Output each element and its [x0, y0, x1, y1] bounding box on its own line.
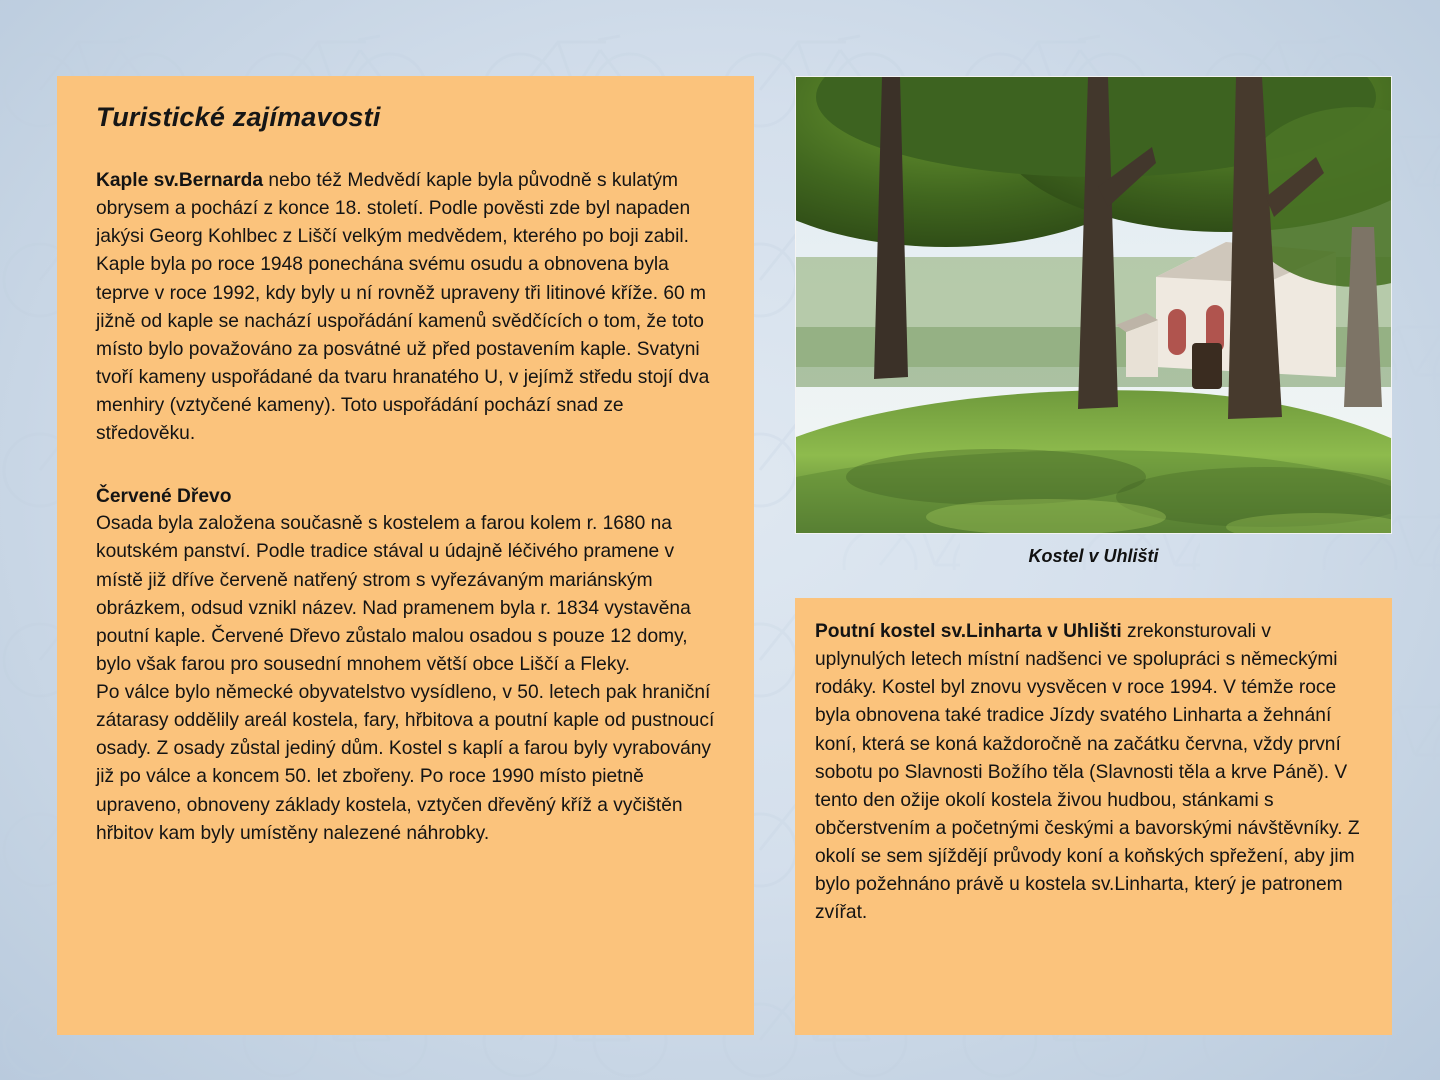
right-content-panel — [795, 598, 1392, 1035]
paragraph-kaple-sv-bernarda — [96, 167, 722, 448]
paragraph-cervene-drevo-2: Po válce bylo německé obyvatelstvo vysídleno, v 50. letech pak hraniční zátarasy oddělily areál kostela, fary, hřbitova a poutní kaple od pustnoucí osady. Z osady zůstal jediný dům. Kostel s kaplí a farou byly vyrabovány již po válce a koncem 50. let zbořeny. Po roce 1990 místo pietně upraveno, obnoveny základy kostela, vztyčen dřevěný kříž a vyčištěn hřbitov kam byly umístěny nalezené náhrobky. — [96, 682, 715, 844]
photo-kostel-v-uhlisti — [795, 76, 1392, 534]
left-content-panel — [57, 76, 754, 1035]
paragraph-cervene-drevo-1: Osada byla založena současně s kostelem a farou kolem r. 1680 na koutském panství. Podle tradice stával u údajně léčivého pramene v místě již dříve červeně natřený strom s vyřezávaným mariánským obrázkem, odsud vznikl název. Nad pramenem byla r. 1834 vystavěna poutní kaple. Červené Dřevo zůstalo malou osadou s pouze 12 domy, bylo však farou pro sousední mnohem větší obce Liščí a Fleky. — [96, 513, 691, 675]
subheading-cervene-drevo: Červené Dřevo — [96, 486, 232, 508]
paragraph-poutni-kostel — [815, 618, 1366, 927]
paragraph-poutni-kostel-text: zrekonsturovali v uplynulých letech místní nadšenci ve spolupráci s německými rodáky. Kostel byl znovu vysvěcen v roce 1994. V témže roce byla obnovena také tradice Jízdy svatého Linharta a žehnání koní, která se koná každoročně na začátku června, vždy první sobotu po Slavnosti Božího těla (Slavnosti těla a krve Páně). V tento den ožije okolí kostela živou hudbou, stánkami s občerstvením a početnými českými a bavorskými návštěvníky. Z okolí se sem sjíždějí průvody koní a koňských spřežení, aby jim bylo požehnáno právě u kostela sv.Linharta, který je patronem zvířat. — [815, 621, 1360, 924]
lead-in-kaple-sv-bernarda: Kaple sv.Bernarda — [96, 170, 264, 191]
lead-in-poutni-kostel: Poutní kostel sv.Linharta v Uhlišti — [815, 621, 1122, 642]
page-title: Turistické zajímavosti — [96, 102, 381, 132]
paragraph-kaple-sv-bernarda-text: nebo též Medvědí kaple byla původně s kulatým obrysem a pochází z konce 18. století. Podle pověsti zde byl napaden jakýsi Georg Kohlbec z Liščí velkým medvědem, kterého po boji zabil. Kaple byla po roce 1948 ponechána svému osudu a obnovena byla teprve v roce 1992, kdy byly u ní rovněž upraveny tři litinové kříže. 60 m jižně od kaple se nachází uspořádání kamenů svědčících o tom, že toto místo bylo považováno za posvátné už před postavením kaple. Svatyni tvoří kameny uspořádané da tvaru hranatého U, v jejímž středu stojí dva menhiry (vztyčené kameny). Toto uspořádání pochází snad ze středověku. — [96, 170, 710, 445]
photo-caption: Kostel v Uhlišti — [1028, 546, 1159, 566]
photo-illustration — [796, 77, 1392, 534]
